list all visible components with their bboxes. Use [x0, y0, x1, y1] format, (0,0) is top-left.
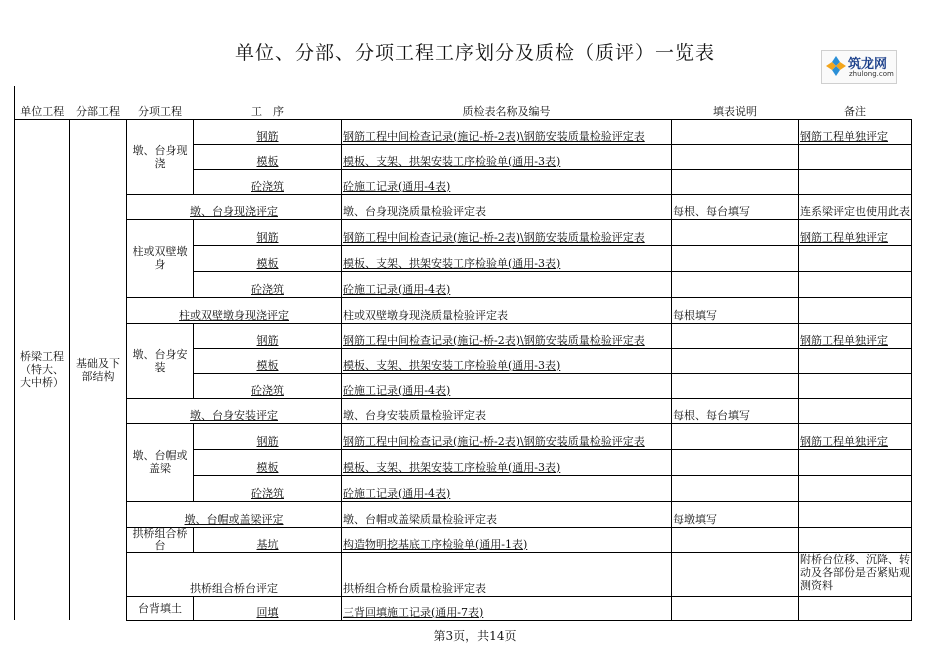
eval-row: [15, 501, 912, 527]
eval-row: [15, 552, 912, 596]
note-cell: 每墩填写: [672, 501, 799, 527]
header-remarks: 备注: [799, 86, 912, 119]
note-cell: 每根填写: [672, 297, 799, 323]
form-cell: 砼施工记录(通用-4表): [342, 475, 672, 501]
form-cell: 拱桥组合桥台质量检验评定表: [342, 552, 672, 596]
header-row: [15, 86, 912, 119]
remark-cell: 钢筋工程单独评定: [799, 119, 912, 144]
logo-name: 筑龙网: [848, 57, 888, 72]
remark-cell: [799, 373, 912, 398]
note-cell: 每根、每台填写: [672, 398, 799, 423]
table-row: [15, 596, 912, 620]
form-cell: 模板、支架、拱架安装工序检验单(通用-3表): [342, 245, 672, 271]
form-cell: 墩、台身安装质量检验评定表: [342, 398, 672, 423]
form-cell: 柱或双壁墩身现浇质量检验评定表: [342, 297, 672, 323]
remark-cell: [799, 449, 912, 475]
table-row: [15, 119, 912, 144]
eval-row: [15, 398, 912, 423]
remark-cell: [799, 144, 912, 169]
process-cell: 钢筋: [194, 323, 342, 348]
form-cell: 钢筋工程中间检查记录(施记-桥-2表)\钢筋安装质量检验评定表: [342, 119, 672, 144]
remark-cell: [799, 169, 912, 194]
remark-cell: [799, 501, 912, 527]
note-cell: [672, 323, 799, 348]
remark-cell: 钢筋工程单独评定: [799, 423, 912, 449]
remark-cell: [799, 245, 912, 271]
remark-cell: [799, 297, 912, 323]
subitem-cell: 墩、台身现浇: [127, 119, 194, 194]
unit-project-cell: 桥梁工程（特大、大中桥）: [15, 119, 70, 620]
remark-cell: [799, 348, 912, 373]
process-cell: 砼浇筑: [194, 373, 342, 398]
table-row: [15, 527, 912, 552]
form-cell: 砼施工记录(通用-4表): [342, 169, 672, 194]
form-cell: 砼施工记录(通用-4表): [342, 373, 672, 398]
subitem-cell: 墩、台帽或盖梁: [127, 423, 194, 501]
process-cell: 钢筋: [194, 119, 342, 144]
logo-mark-icon: [825, 55, 847, 77]
header-subitem: 分项工程: [127, 86, 194, 119]
note-cell: [672, 271, 799, 297]
form-cell: 钢筋工程中间检查记录(施记-桥-2表)\钢筋安装质量检验评定表: [342, 323, 672, 348]
subitem-cell: 墩、台身安装: [127, 323, 194, 398]
note-cell: [672, 449, 799, 475]
process-cell: 模板: [194, 144, 342, 169]
note-cell: 每根、每台填写: [672, 194, 799, 219]
remark-cell: 连系梁评定也使用此表: [799, 194, 912, 219]
note-cell: [672, 219, 799, 245]
subitem-cell: 柱或双壁墩身: [127, 219, 194, 297]
header-unit: 单位工程: [15, 86, 70, 119]
subitem-cell: 台背填土: [127, 596, 194, 620]
note-cell: [672, 596, 799, 620]
eval-process-cell: 墩、台帽或盖梁评定: [127, 501, 342, 527]
form-cell: 模板、支架、拱架安装工序检验单(通用-3表): [342, 144, 672, 169]
form-cell: 模板、支架、拱架安装工序检验单(通用-3表): [342, 348, 672, 373]
subitem-cell: 拱桥组合桥台: [127, 527, 194, 552]
process-cell: 钢筋: [194, 219, 342, 245]
note-cell: [672, 527, 799, 552]
note-cell: [672, 119, 799, 144]
page-title: 单位、分部、分项工程工序划分及质检（质评）一览表: [234, 42, 715, 64]
table-row: [15, 323, 912, 348]
note-cell: [672, 169, 799, 194]
remark-cell: [799, 527, 912, 552]
division-project-cell: 基础及下部结构: [70, 119, 127, 620]
process-cell: 砼浇筑: [194, 475, 342, 501]
note-cell: [672, 245, 799, 271]
header-process: 工 序: [194, 86, 342, 119]
process-table: [14, 86, 912, 621]
form-cell: 钢筋工程中间检查记录(施记-桥-2表)\钢筋安装质量检验评定表: [342, 219, 672, 245]
eval-process-cell: 墩、台身安装评定: [127, 398, 342, 423]
form-cell: 构造物明挖基底工序检验单(通用-1表): [342, 527, 672, 552]
remark-cell: 钢筋工程单独评定: [799, 219, 912, 245]
note-cell: [672, 373, 799, 398]
process-cell: 砼浇筑: [194, 271, 342, 297]
note-cell: [672, 475, 799, 501]
eval-row: [15, 297, 912, 323]
remark-cell: [799, 596, 912, 620]
page-number: 第3页，共14页: [433, 629, 517, 643]
remark-cell: [799, 271, 912, 297]
note-cell: [672, 423, 799, 449]
process-cell: 钢筋: [194, 423, 342, 449]
note-cell: [672, 144, 799, 169]
zhulong-logo: [821, 50, 897, 84]
remark-cell: [799, 398, 912, 423]
process-cell: 模板: [194, 348, 342, 373]
header-instructions: 填表说明: [672, 86, 799, 119]
table-row: [15, 423, 912, 449]
process-cell: 砼浇筑: [194, 169, 342, 194]
form-cell: 墩、台帽或盖梁质量检验评定表: [342, 501, 672, 527]
form-cell: 墩、台身现浇质量检验评定表: [342, 194, 672, 219]
remark-cell: [799, 475, 912, 501]
header-form: 质检表名称及编号: [342, 86, 672, 119]
process-cell: 基坑: [194, 527, 342, 552]
process-cell: 回填: [194, 596, 342, 620]
eval-row: [15, 194, 912, 219]
form-cell: 砼施工记录(通用-4表): [342, 271, 672, 297]
form-cell: 钢筋工程中间检查记录(施记-桥-2表)\钢筋安装质量检验评定表: [342, 423, 672, 449]
form-cell: 三背回填施工记录(通用-7表): [342, 596, 672, 620]
header-division: 分部工程: [70, 86, 127, 119]
process-cell: 模板: [194, 449, 342, 475]
eval-process-cell: 墩、台身现浇评定: [127, 194, 342, 219]
note-cell: [672, 552, 799, 596]
process-cell: 模板: [194, 245, 342, 271]
table-row: [15, 219, 912, 245]
form-cell: 模板、支架、拱架安装工序检验单(通用-3表): [342, 449, 672, 475]
note-cell: [672, 348, 799, 373]
remark-cell: 钢筋工程单独评定: [799, 323, 912, 348]
eval-process-cell: 柱或双壁墩身现浇评定: [127, 297, 342, 323]
eval-process-cell: 拱桥组合桥台评定: [127, 552, 342, 596]
remark-cell: 附桥台位移、沉降、转动及各部份是否紧贴观测资料: [799, 552, 912, 596]
logo-domain: zhulong.com: [849, 70, 894, 78]
